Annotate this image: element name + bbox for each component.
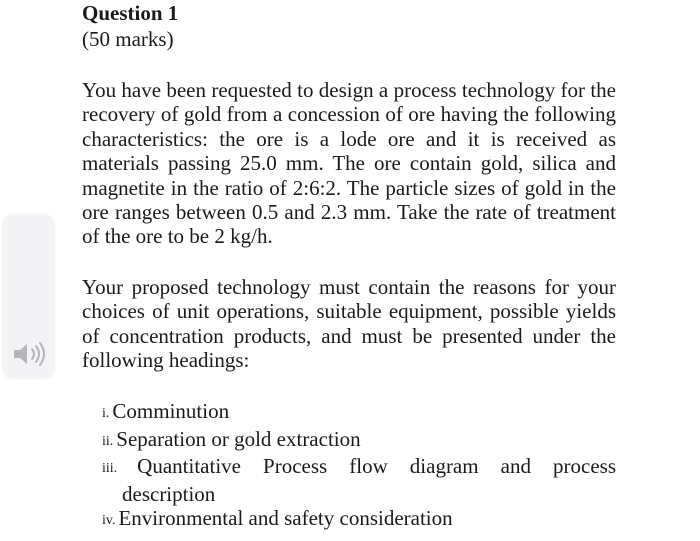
list-item xyxy=(102,427,616,454)
list-item-text: Environmental and safety consideration xyxy=(118,506,453,531)
heading-list xyxy=(102,399,616,533)
list-item xyxy=(102,399,616,426)
list-item-text: Quantitative Process flow diagram and process xyxy=(137,454,616,479)
list-item xyxy=(102,454,616,481)
speaker-icon[interactable] xyxy=(10,339,50,369)
paragraph-requirements: Your proposed technology must contain the reasons for your choices of unit operations, suitable equipment, possible yields of concentration products, and must be presented under the following headings: xyxy=(82,274,616,373)
document-body xyxy=(82,0,616,534)
question-title: Question 1 xyxy=(82,1,179,25)
list-number: iv. xyxy=(102,513,116,529)
list-item-text: Comminution xyxy=(112,399,230,424)
list-number: i. xyxy=(102,406,110,422)
list-item-continuation: description xyxy=(122,481,216,506)
list-number: ii. xyxy=(102,433,114,449)
paragraph-problem-statement: You have been requested to design a process technology for the recovery of gold from a concession of ore having the following characteristics: the ore is a lode ore and it is received as materials passing 25.0 mm. The ore contain gold, silica and magnetite in the ratio of 2:6:2. The particle sizes of gold in the ore ranges between 0.5 and 2.3 mm. Take the rate of treatment of the ore to be 2 kg/h. xyxy=(82,78,616,249)
list-item xyxy=(102,506,616,533)
question-marks: (50 marks) xyxy=(82,27,174,51)
list-item-text: Separation or gold extraction xyxy=(116,426,361,451)
list-number: iii. xyxy=(102,461,118,477)
